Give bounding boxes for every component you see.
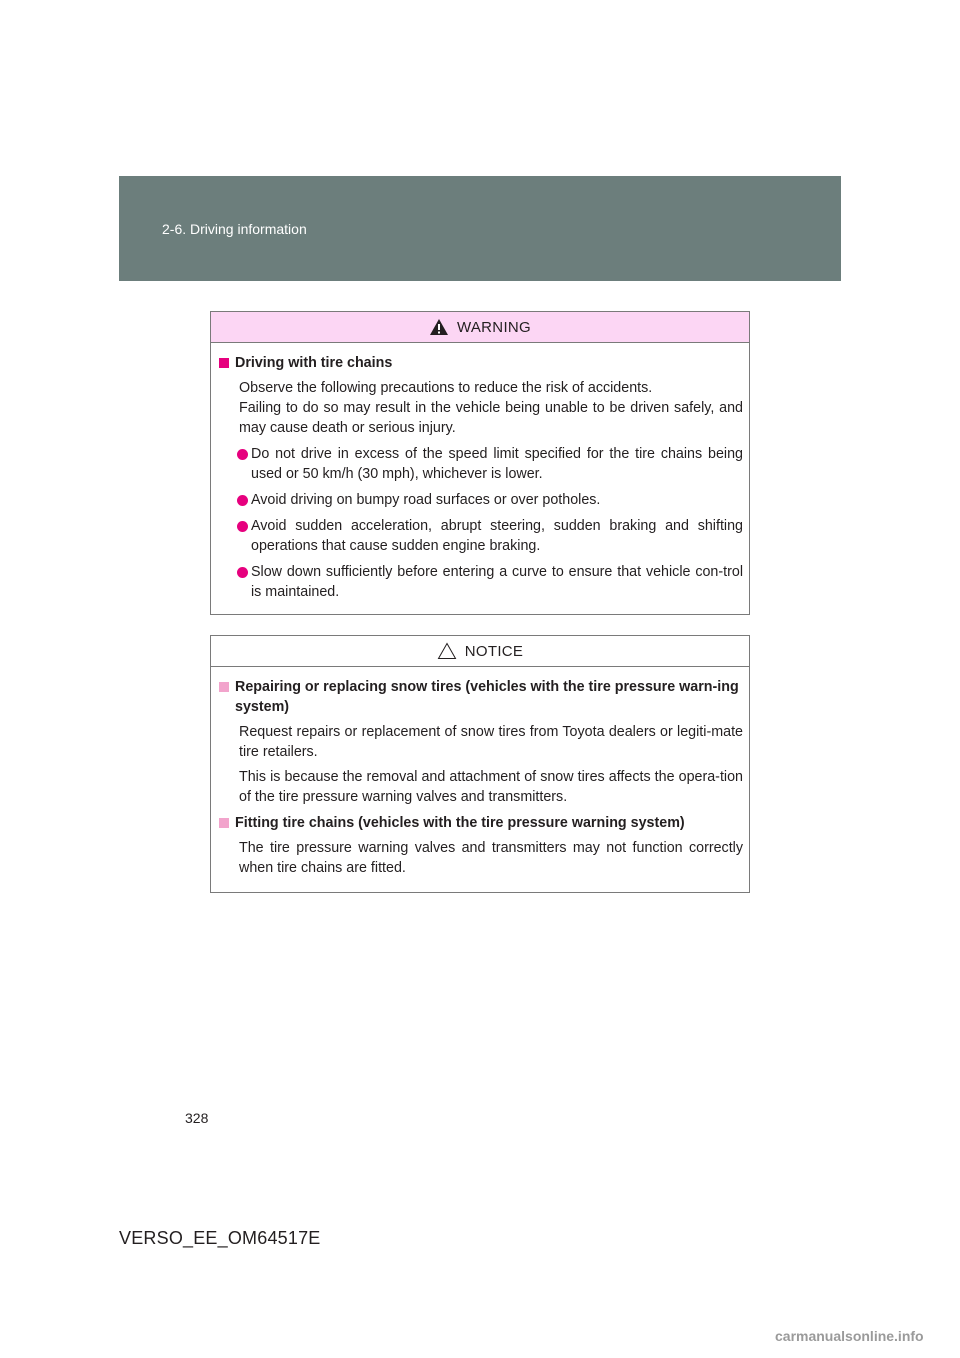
warning-heading-text: Driving with tire chains bbox=[235, 355, 393, 371]
notice-paragraph: This is because the removal and attachment of snow tires affects the opera-tion of the tire pressure warning valves and transmitters. bbox=[239, 769, 743, 805]
notice-box bbox=[210, 635, 750, 893]
notice-paragraph: Request repairs or replacement of snow tires from Toyota dealers or legiti-mate tire retailers. bbox=[239, 724, 743, 760]
notice-triangle-icon bbox=[437, 642, 457, 660]
warning-intro-line-1: Observe the following precautions to reduce the risk of accidents. bbox=[239, 380, 653, 396]
page-number: 328 bbox=[185, 1110, 209, 1126]
warning-title: WARNING bbox=[456, 318, 532, 336]
round-bullet-icon bbox=[237, 521, 248, 532]
warning-bullet bbox=[219, 444, 743, 484]
document-code: VERSO_EE_OM64517E bbox=[119, 1228, 321, 1248]
round-bullet-icon bbox=[237, 567, 248, 578]
round-bullet-icon bbox=[237, 449, 248, 460]
warning-bullet bbox=[219, 490, 743, 510]
notice-paragraph: The tire pressure warning valves and transmitters may not function correctly when tire chains are fitted. bbox=[239, 840, 743, 876]
notice-body bbox=[211, 667, 749, 878]
notice-heading-text: Repairing or replacing snow tires (vehicles with the tire pressure warn-ing system) bbox=[235, 679, 739, 715]
section-header-band bbox=[119, 176, 841, 281]
warning-bullet bbox=[219, 516, 743, 556]
section-title: 2-6. Driving information bbox=[162, 221, 307, 237]
notice-heading bbox=[219, 813, 743, 833]
warning-header bbox=[211, 312, 749, 343]
warning-body bbox=[211, 343, 749, 602]
square-bullet-icon bbox=[219, 818, 229, 828]
watermark: carmanualsonline.info bbox=[775, 1328, 924, 1344]
warning-bullet-text: Avoid sudden acceleration, abrupt steering, sudden braking and shifting operations that cause sudden engine braking. bbox=[251, 518, 743, 554]
warning-bullet-text: Do not drive in excess of the speed limit specified for the tire chains being used or 50 km/h (30 mph), whichever is lower. bbox=[251, 446, 743, 482]
square-bullet-icon bbox=[219, 358, 229, 368]
warning-bullet-text: Slow down sufficiently before entering a curve to ensure that vehicle con-trol is maintained. bbox=[251, 564, 743, 600]
square-bullet-icon bbox=[219, 682, 229, 692]
warning-triangle-icon bbox=[429, 318, 449, 336]
notice-heading-text: Fitting tire chains (vehicles with the tire pressure warning system) bbox=[235, 815, 685, 831]
notice-heading bbox=[219, 677, 743, 717]
warning-bullet-text: Avoid driving on bumpy road surfaces or over potholes. bbox=[251, 492, 601, 508]
warning-bullet bbox=[219, 562, 743, 602]
notice-header bbox=[211, 636, 749, 667]
round-bullet-icon bbox=[237, 495, 248, 506]
notice-title: NOTICE bbox=[464, 642, 524, 660]
warning-box bbox=[210, 311, 750, 615]
warning-heading bbox=[219, 353, 743, 373]
warning-intro-line-2: Failing to do so may result in the vehicle being unable to be driven safely, and may cause death or serious injury. bbox=[239, 400, 743, 436]
